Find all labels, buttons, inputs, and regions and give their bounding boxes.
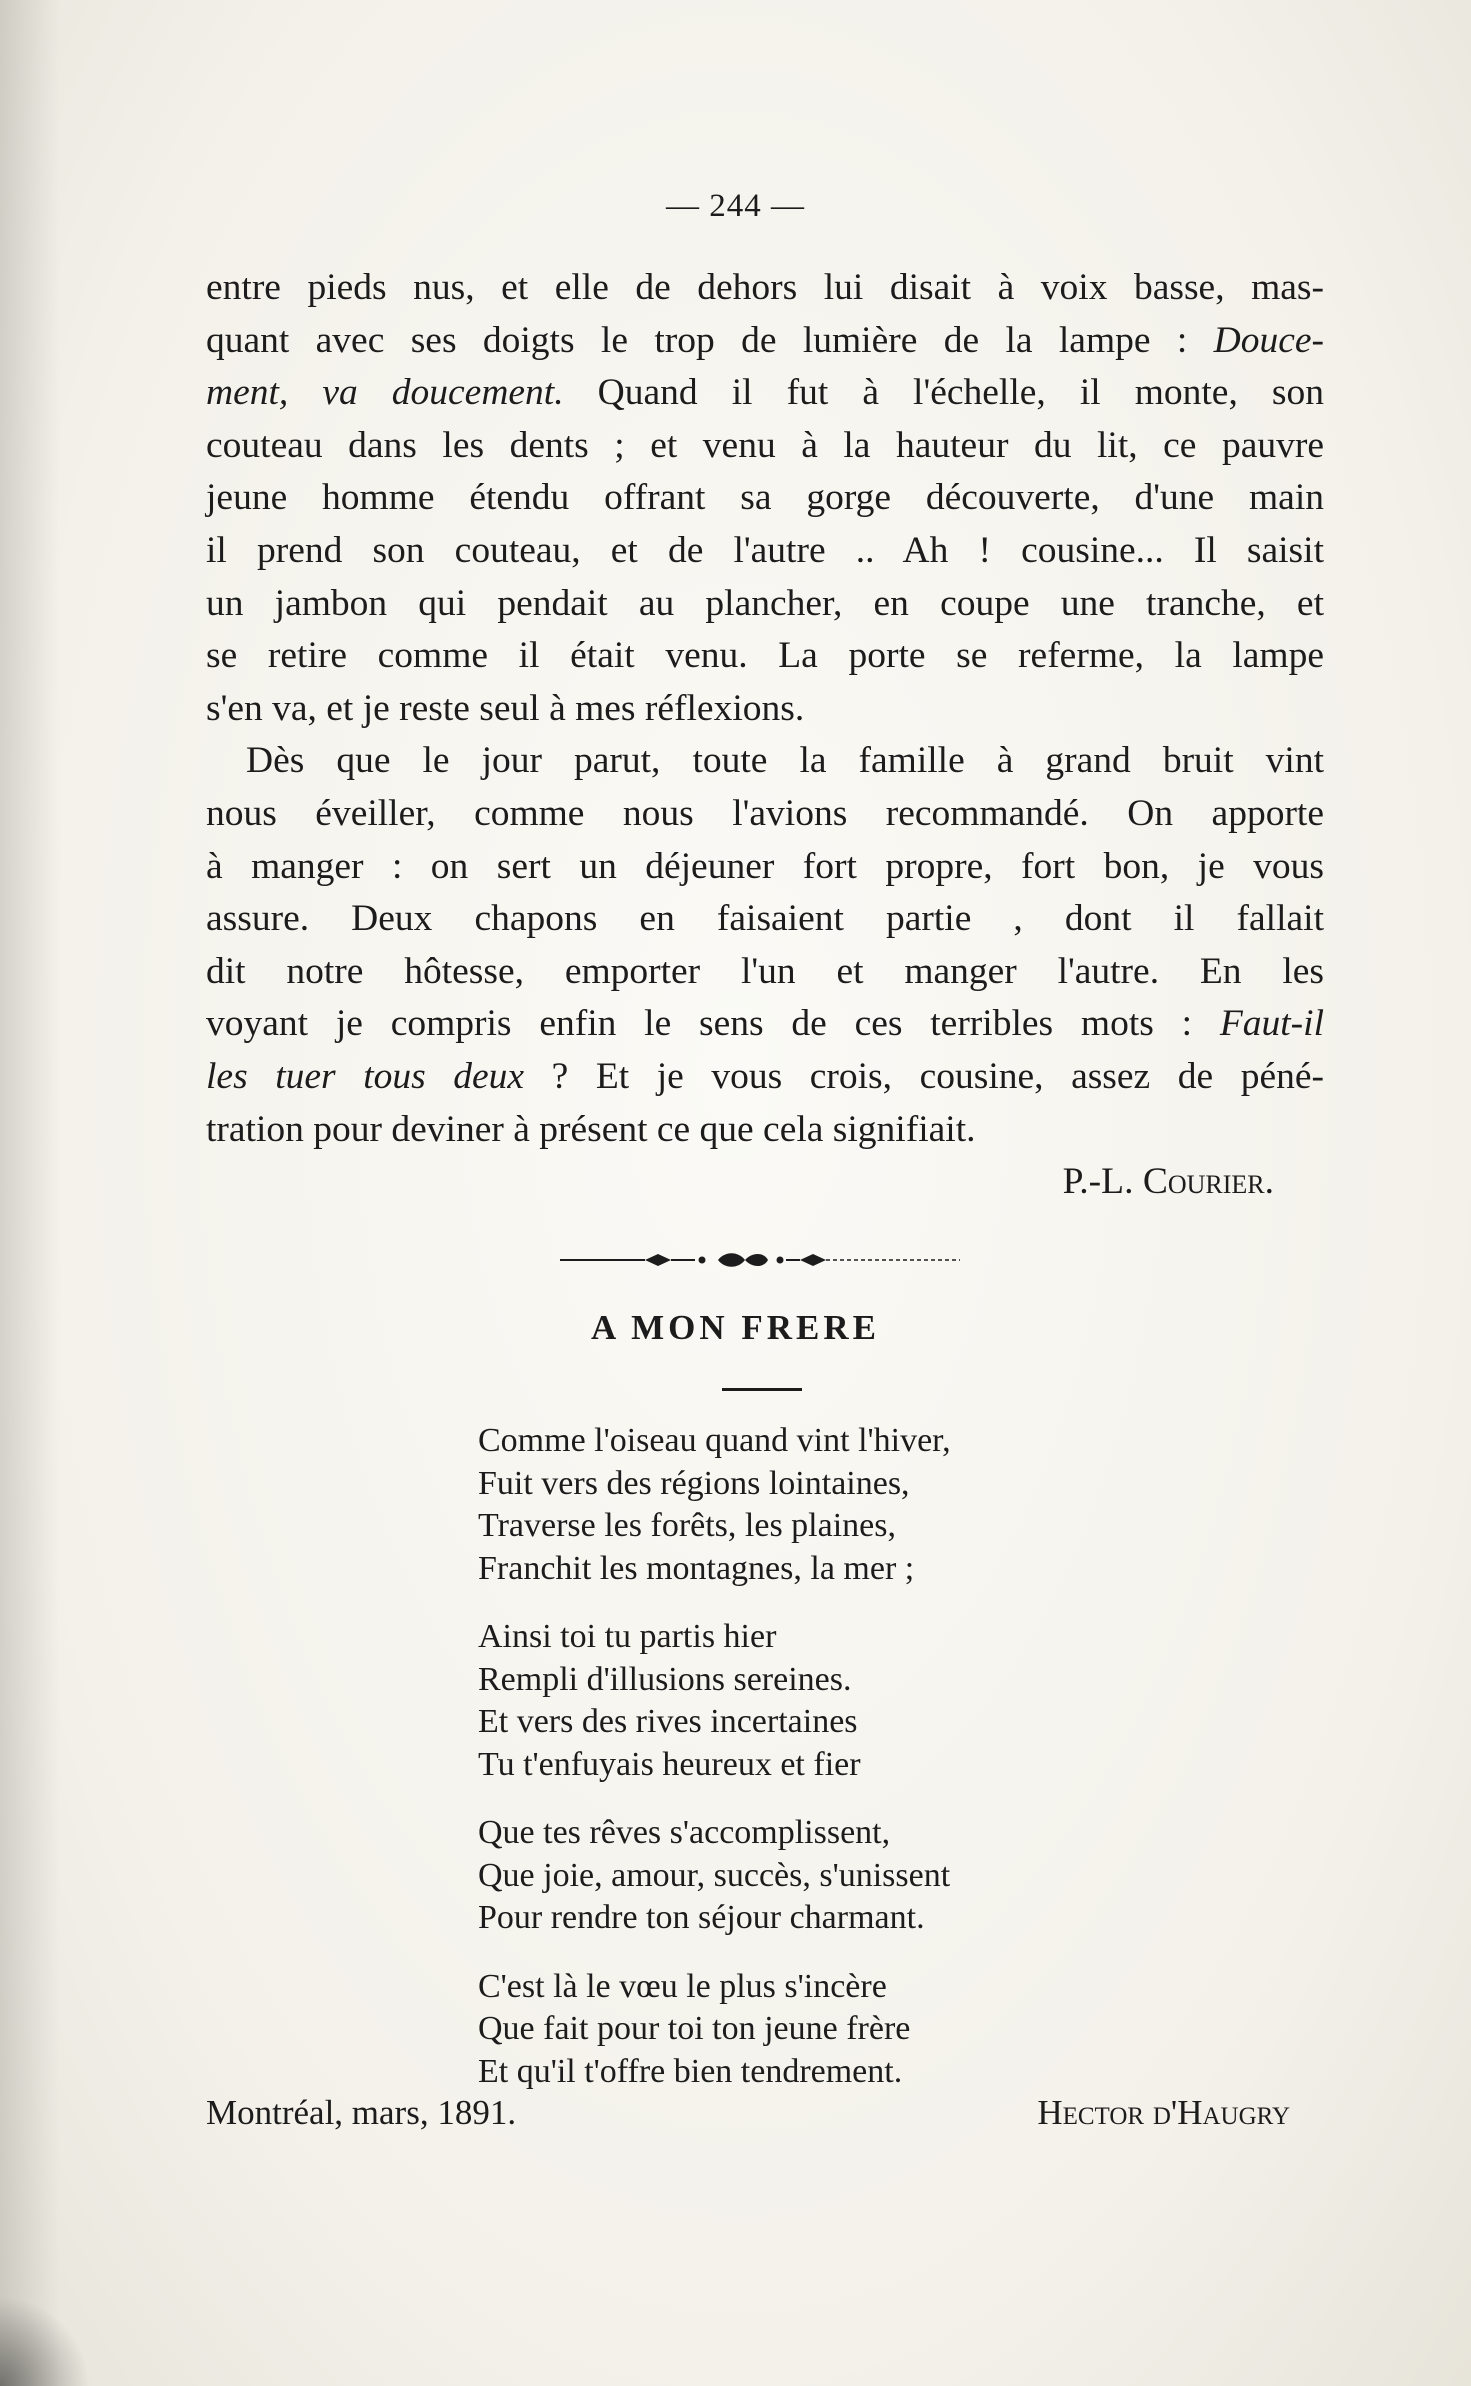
- prose-segment: tration pour deviner à présent ce que cela signifiait.: [206, 1108, 976, 1150]
- poem-verse: Ainsi toi tu partis hier: [478, 1618, 777, 1655]
- prose-line: [206, 735, 1324, 788]
- poem-verse: Comme l'oiseau quand vint l'hiver,: [478, 1422, 951, 1459]
- prose-line: [206, 578, 1324, 631]
- prose-italic: les tuer tous deux: [206, 1055, 525, 1097]
- prose-segment: entre pieds nus, et elle de dehors lui disait à voix basse, mas-: [206, 267, 1324, 308]
- prose-italic: Faut-il: [1219, 1003, 1324, 1045]
- poem-verse: Tu t'enfuyais heureux et fier: [478, 1745, 861, 1783]
- poem-verse: Fuit vers des régions lointaines,: [478, 1464, 910, 1502]
- prose-segment: Quand il fut à l'échelle, il monte, son: [563, 372, 1324, 414]
- prose-line: [206, 472, 1324, 525]
- prose-segment: quant avec ses doigts le trop de lumière de la lampe :: [206, 319, 1214, 361]
- prose-text: [206, 262, 1324, 1209]
- poem-title: A MON FRERE: [591, 1308, 880, 1347]
- prose-line: [206, 1051, 1324, 1104]
- poem-verse: Et vers des rives incertaines: [478, 1703, 858, 1740]
- page-corner-shadow: [0, 2296, 90, 2386]
- prose-segment: s'en va, et je reste seul à mes réflexions.: [206, 687, 805, 729]
- prose-segment: se retire comme il était venu. La porte se referme, la lampe: [206, 635, 1324, 677]
- prose-segment: jeune homme étendu offrant sa gorge découverte, d'une main: [206, 477, 1324, 519]
- prose-segment: il prend son couteau, et de l'autre .. Ah ! cousine... Il saisit: [206, 529, 1324, 571]
- page-edge-shadow: [0, 0, 60, 2386]
- prose-line: [206, 315, 1324, 368]
- prose-segment: couteau dans les dents ; et venu à la hauteur du lit, ce pauvre: [206, 424, 1324, 466]
- prose-segment: Dès que le jour parut, toute la famille à grand bruit vint: [246, 740, 1324, 782]
- poem-stanza: [478, 1966, 951, 2094]
- poem-footer: [206, 2093, 1290, 2133]
- poem-stanza: [478, 1812, 951, 1940]
- prose-segment: voyant je compris enfin le sens de ces terribles mots :: [206, 1003, 1220, 1045]
- prose-line: [206, 262, 1324, 315]
- prose-signature: P.-L. Courier.: [1062, 1161, 1274, 1203]
- page-number: — 244 —: [666, 188, 805, 224]
- prose-segment: assure. Deux chapons en faisaient partie , dont il fallait: [206, 898, 1324, 940]
- poem-stanza: [478, 1420, 951, 1590]
- prose-line: [206, 525, 1324, 578]
- poem-verse: Pour rendre ton séjour charmant.: [478, 1899, 925, 1936]
- poem-verse: Rempli d'illusions sereines.: [478, 1660, 852, 1698]
- prose-segment: à manger : on sert un déjeuner fort propre, fort bon, je vous: [206, 845, 1324, 887]
- prose-line: [206, 841, 1324, 894]
- prose-line: [206, 1104, 1324, 1157]
- title-rule: [722, 1388, 802, 1391]
- prose-line: [206, 683, 1324, 736]
- prose-line: [206, 946, 1324, 999]
- prose-line: [206, 630, 1324, 683]
- poem-author: Hector d'Haugry: [1037, 2093, 1290, 2132]
- prose-italic: ment, va doucement.: [206, 372, 564, 414]
- poem-verse: Traverse les forêts, les plaines,: [478, 1507, 896, 1544]
- prose-italic: Douce-: [1213, 319, 1324, 361]
- prose-segment: ? Et je vous crois, cousine, assez de péné-: [524, 1055, 1324, 1097]
- prose-segment: dit notre hôtesse, emporter l'un et manger l'autre. En les: [206, 950, 1324, 992]
- poem-verse: Que joie, amour, succès, s'unissent: [478, 1856, 951, 1894]
- prose-segment: nous éveiller, comme nous l'avions recommandé. On apporte: [206, 792, 1324, 834]
- place-date: Montréal, mars, 1891.: [206, 2093, 517, 2132]
- poem-verse: Franchit les montagnes, la mer ;: [478, 1549, 915, 1587]
- ornament-divider: [560, 1248, 960, 1272]
- prose-line: [206, 788, 1324, 841]
- poem-verse: Que tes rêves s'accomplissent,: [478, 1814, 891, 1851]
- prose-line: [206, 420, 1324, 473]
- prose-line: [206, 367, 1324, 420]
- poem-verse: Et qu'il t'offre bien tendrement.: [478, 2052, 903, 2090]
- poem-verse: Que fait pour toi ton jeune frère: [478, 2010, 911, 2047]
- poem-verse: C'est là le vœu le plus s'incère: [478, 1967, 887, 2005]
- prose-segment: un jambon qui pendait au plancher, en coupe une tranche, et: [206, 582, 1324, 624]
- poem: [478, 1420, 951, 2119]
- prose-line: [206, 893, 1324, 946]
- prose-line: [206, 998, 1324, 1051]
- poem-stanza: [478, 1616, 951, 1786]
